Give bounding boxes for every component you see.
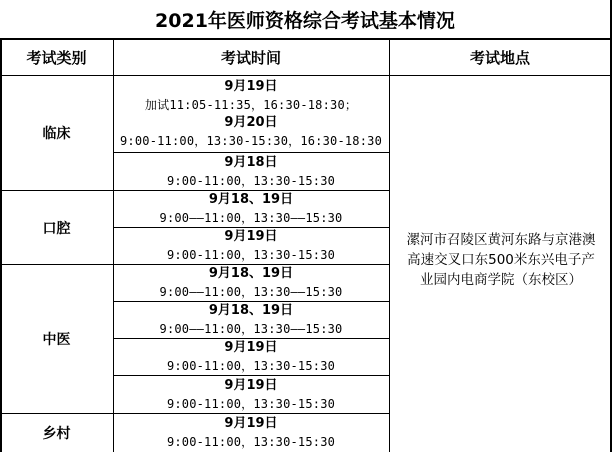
exam-date: 9月18、19日 bbox=[208, 303, 294, 318]
exam-date: 9月18、19日 bbox=[208, 266, 294, 281]
time-cell bbox=[113, 302, 389, 338]
location-line: 漯河市召陵区黄河东路与京港澳 bbox=[406, 232, 596, 248]
exam-time: 9:00-11:00，13:30-15:30 bbox=[166, 248, 336, 262]
exam-time: 加试11:05-11:35，16:30-18:30； bbox=[144, 98, 358, 112]
exam-time: 9:00——11:00，13:30——15:30 bbox=[159, 211, 343, 225]
time-cell bbox=[113, 376, 389, 413]
time-cell bbox=[113, 191, 389, 227]
exam-date: 9月18日 bbox=[224, 154, 278, 170]
exam-date: 9月19日 bbox=[224, 377, 278, 393]
location-line: 高速交叉口东500米东兴电子产 bbox=[407, 252, 595, 268]
exam-date: 9月19日 bbox=[224, 416, 278, 431]
category-dental: 口腔 bbox=[42, 220, 71, 237]
exam-date: 9月20日 bbox=[224, 115, 278, 130]
header-location: 考试地点 bbox=[469, 49, 530, 67]
time-cell bbox=[113, 339, 389, 375]
header-category: 考试类别 bbox=[26, 49, 87, 67]
header-time: 考试时间 bbox=[220, 49, 281, 67]
category-rural: 乡村 bbox=[42, 426, 71, 442]
location-line: 业园内电商学院（东校区） bbox=[420, 272, 582, 288]
exam-date: 9月18、19日 bbox=[208, 192, 294, 207]
time-cell bbox=[113, 76, 389, 152]
exam-location bbox=[390, 230, 612, 290]
time-cell bbox=[113, 228, 389, 264]
exam-time: 9:00-11:00，13:30-15:30 bbox=[166, 173, 336, 188]
table-title: 2021年医师资格综合考试基本情况 bbox=[155, 9, 455, 32]
time-cell bbox=[113, 265, 389, 301]
category-clinical: 临床 bbox=[42, 126, 71, 142]
category-tcm: 中医 bbox=[42, 332, 71, 348]
exam-time: 9:00-11:00，13:30-15:30，16:30-18:30 bbox=[120, 134, 382, 148]
exam-date: 9月19日 bbox=[224, 229, 278, 244]
time-cell bbox=[113, 153, 389, 190]
exam-time: 9:00-11:00，13:30-15:30 bbox=[166, 396, 336, 411]
exam-time: 9:00-11:00，13:30-15:30 bbox=[166, 359, 336, 373]
exam-date: 9月19日 bbox=[224, 79, 278, 94]
exam-time: 9:00——11:00，13:30——15:30 bbox=[159, 285, 343, 299]
time-cell bbox=[113, 414, 389, 452]
exam-time: 9:00-11:00，13:30-15:30 bbox=[166, 435, 336, 449]
exam-date: 9月19日 bbox=[224, 340, 278, 355]
exam-time: 9:00——11:00，13:30——15:30 bbox=[159, 322, 343, 336]
